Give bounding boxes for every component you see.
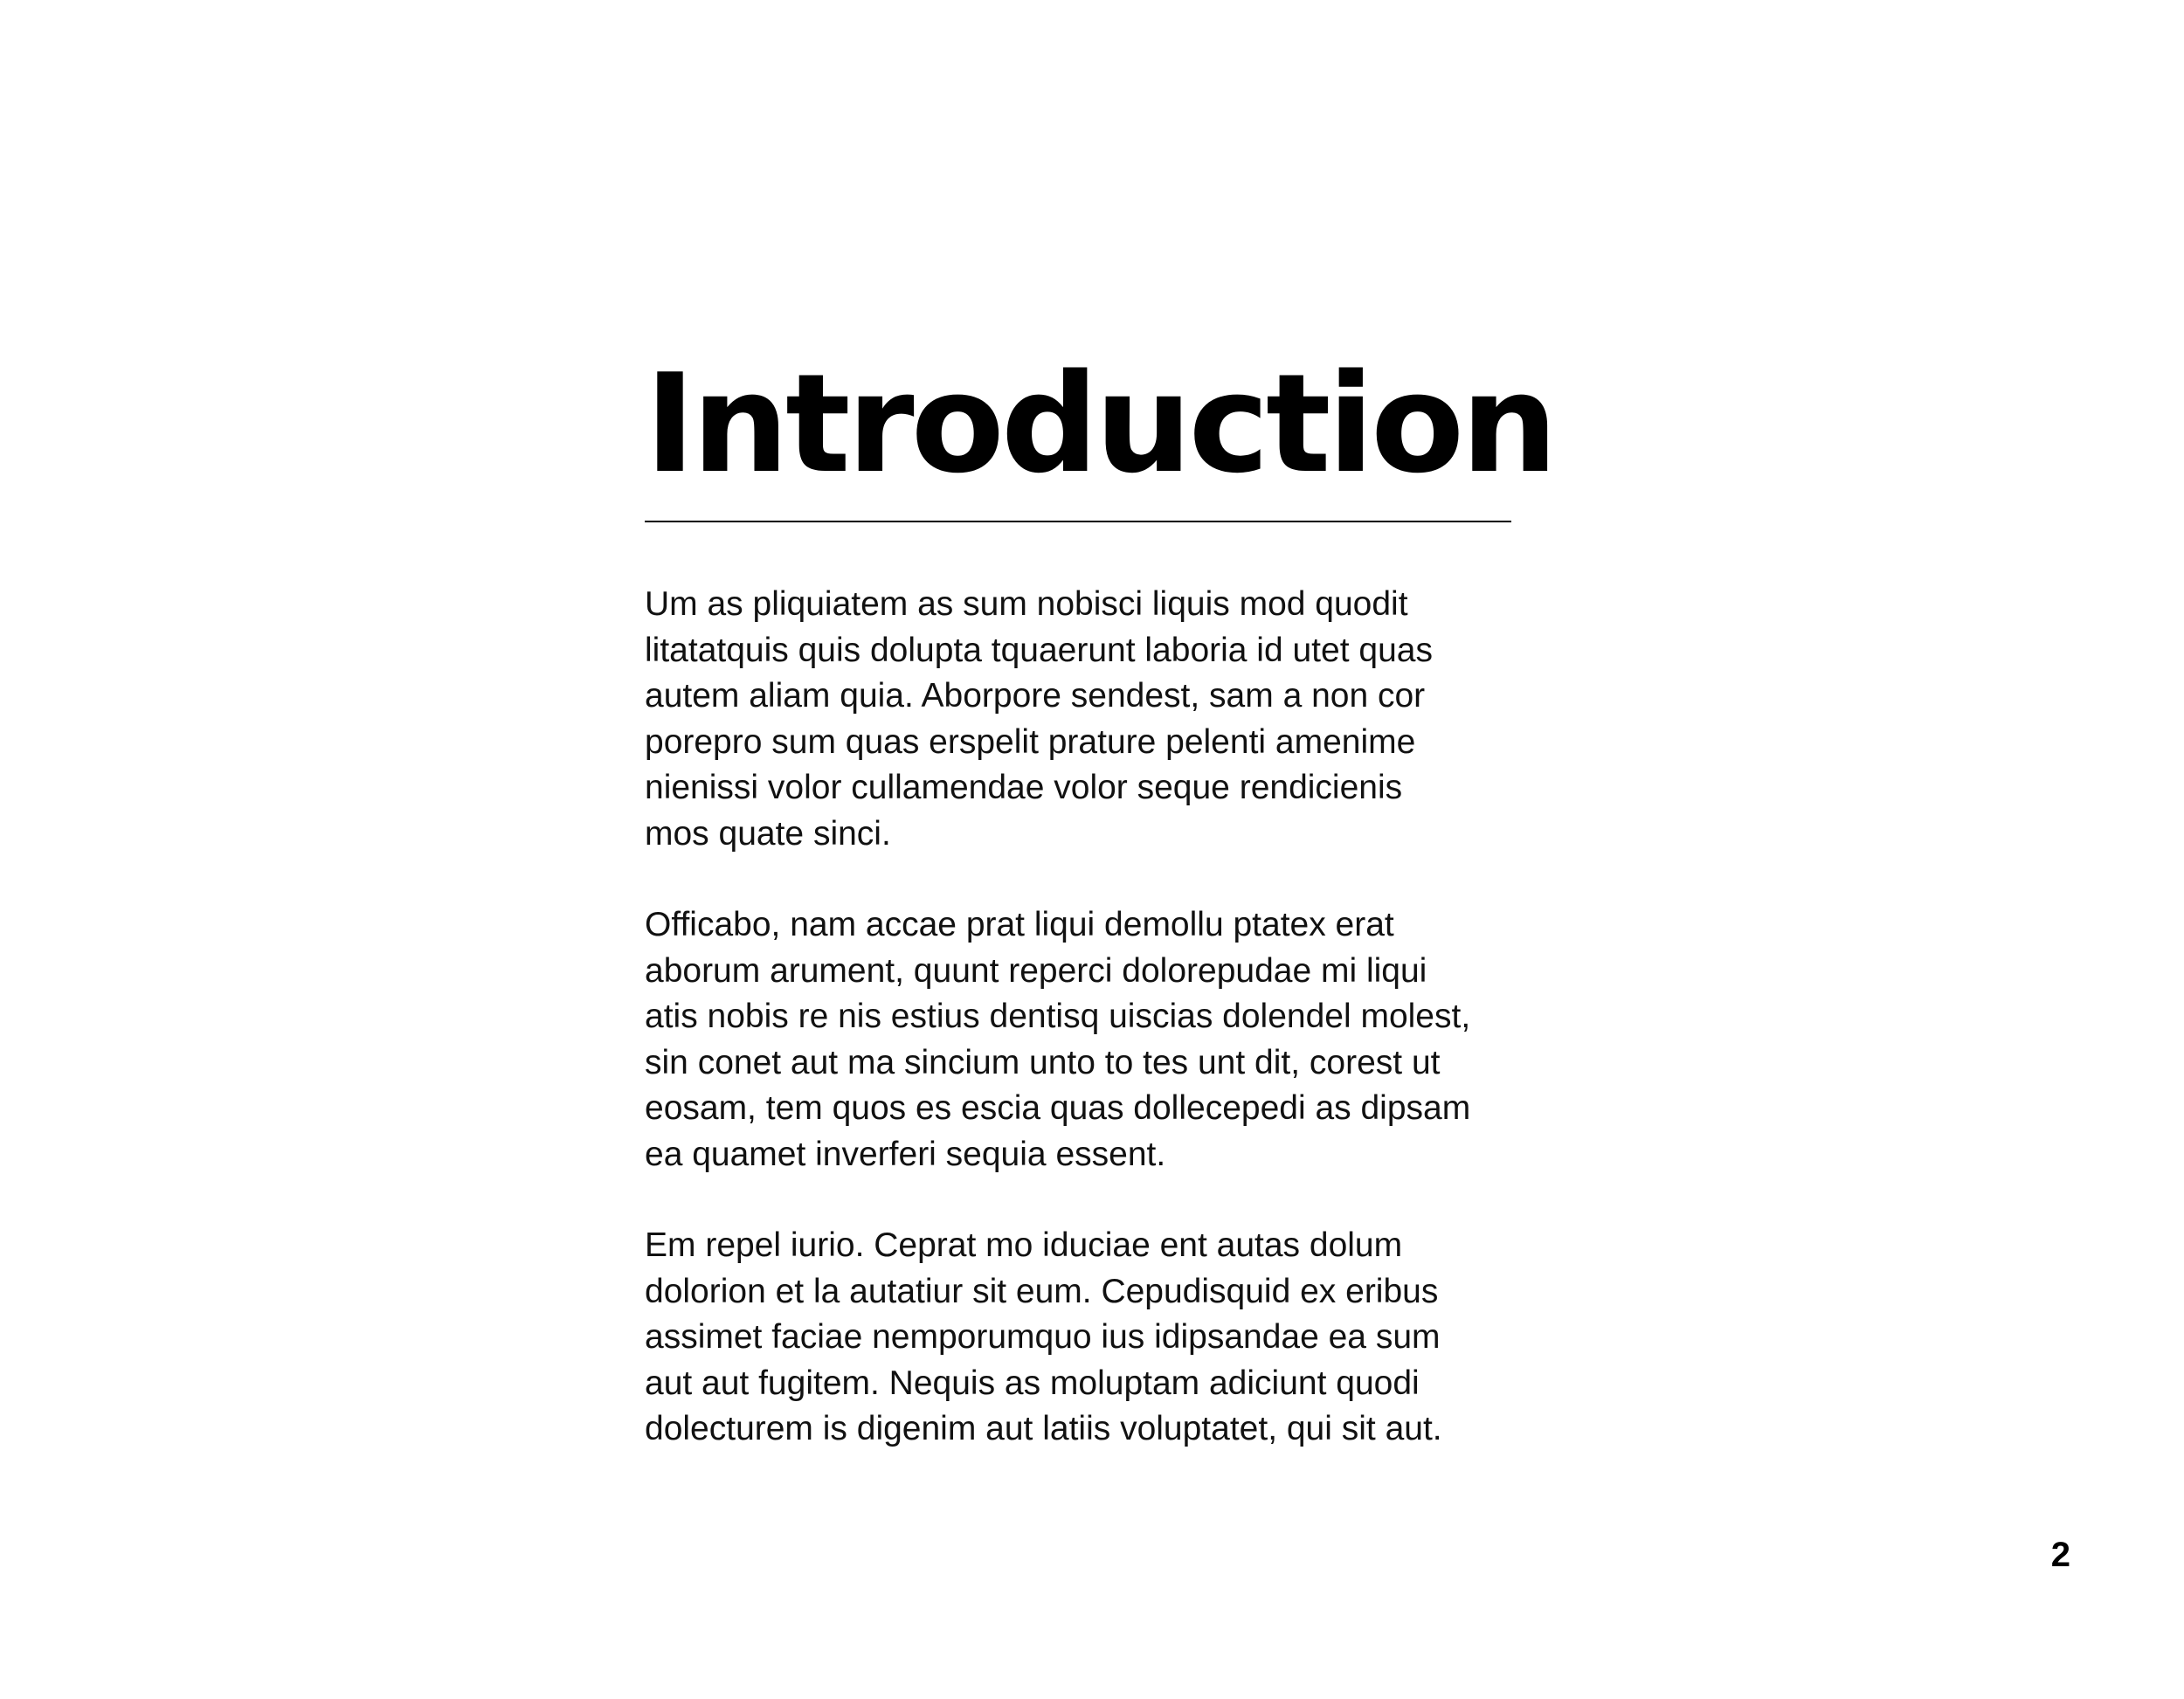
- text-line: litatatquis quis dolupta tquaerunt laboria id utet quas: [645, 631, 1433, 669]
- page-number: 2: [2050, 1536, 2070, 1574]
- text-line: nienissi volor cullamendae volor seque rendicienis: [645, 769, 1403, 806]
- text-line: ea quamet inverferi sequia essent.: [645, 1135, 1166, 1173]
- text-line: autem aliam quia. Aborpore sendest, sam a non cor: [645, 677, 1426, 715]
- paragraph-3: [645, 1223, 1571, 1453]
- title-divider: [645, 521, 1511, 522]
- text-line: dolecturem is digenim aut latiis voluptatet, qui sit aut.: [645, 1410, 1442, 1447]
- paragraph-2: [645, 902, 1571, 1178]
- text-line: dolorion et la autatiur sit eum. Cepudisquid ex eribus: [645, 1272, 1439, 1310]
- text-line: sin conet aut ma sincium unto to tes unt dit, corest ut: [645, 1043, 1441, 1081]
- text-line: mos quate sinci.: [645, 814, 891, 853]
- text-line: Em repel iurio. Ceprat mo iduciae ent autas dolum: [645, 1226, 1403, 1264]
- text-line: assimet faciae nemporumquo ius idipsandae ea sum: [645, 1318, 1441, 1356]
- text-line: Officabo, nam accae prat liqui demollu ptatex erat: [645, 906, 1394, 943]
- text-line: aborum arument, quunt reperci dolorepudae mi liqui: [645, 951, 1427, 990]
- body-text: [645, 582, 1571, 1453]
- text-line: aut aut fugitem. Nequis as moluptam adiciunt quodi: [645, 1364, 1420, 1402]
- text-line: porepro sum quas erspelit prature pelenti amenime: [645, 722, 1416, 761]
- paragraph-1: [645, 582, 1571, 857]
- page-content: [645, 344, 1571, 1498]
- text-line: eosam, tem quos es escia quas dollecepedi as dipsam: [645, 1089, 1471, 1127]
- page-title: Introduction: [645, 344, 1555, 503]
- text-line: Um as pliquiatem as sum nobisci liquis mod quodit: [645, 585, 1408, 623]
- text-line: atis nobis re nis estius dentisq uiscias dolendel molest,: [645, 998, 1471, 1035]
